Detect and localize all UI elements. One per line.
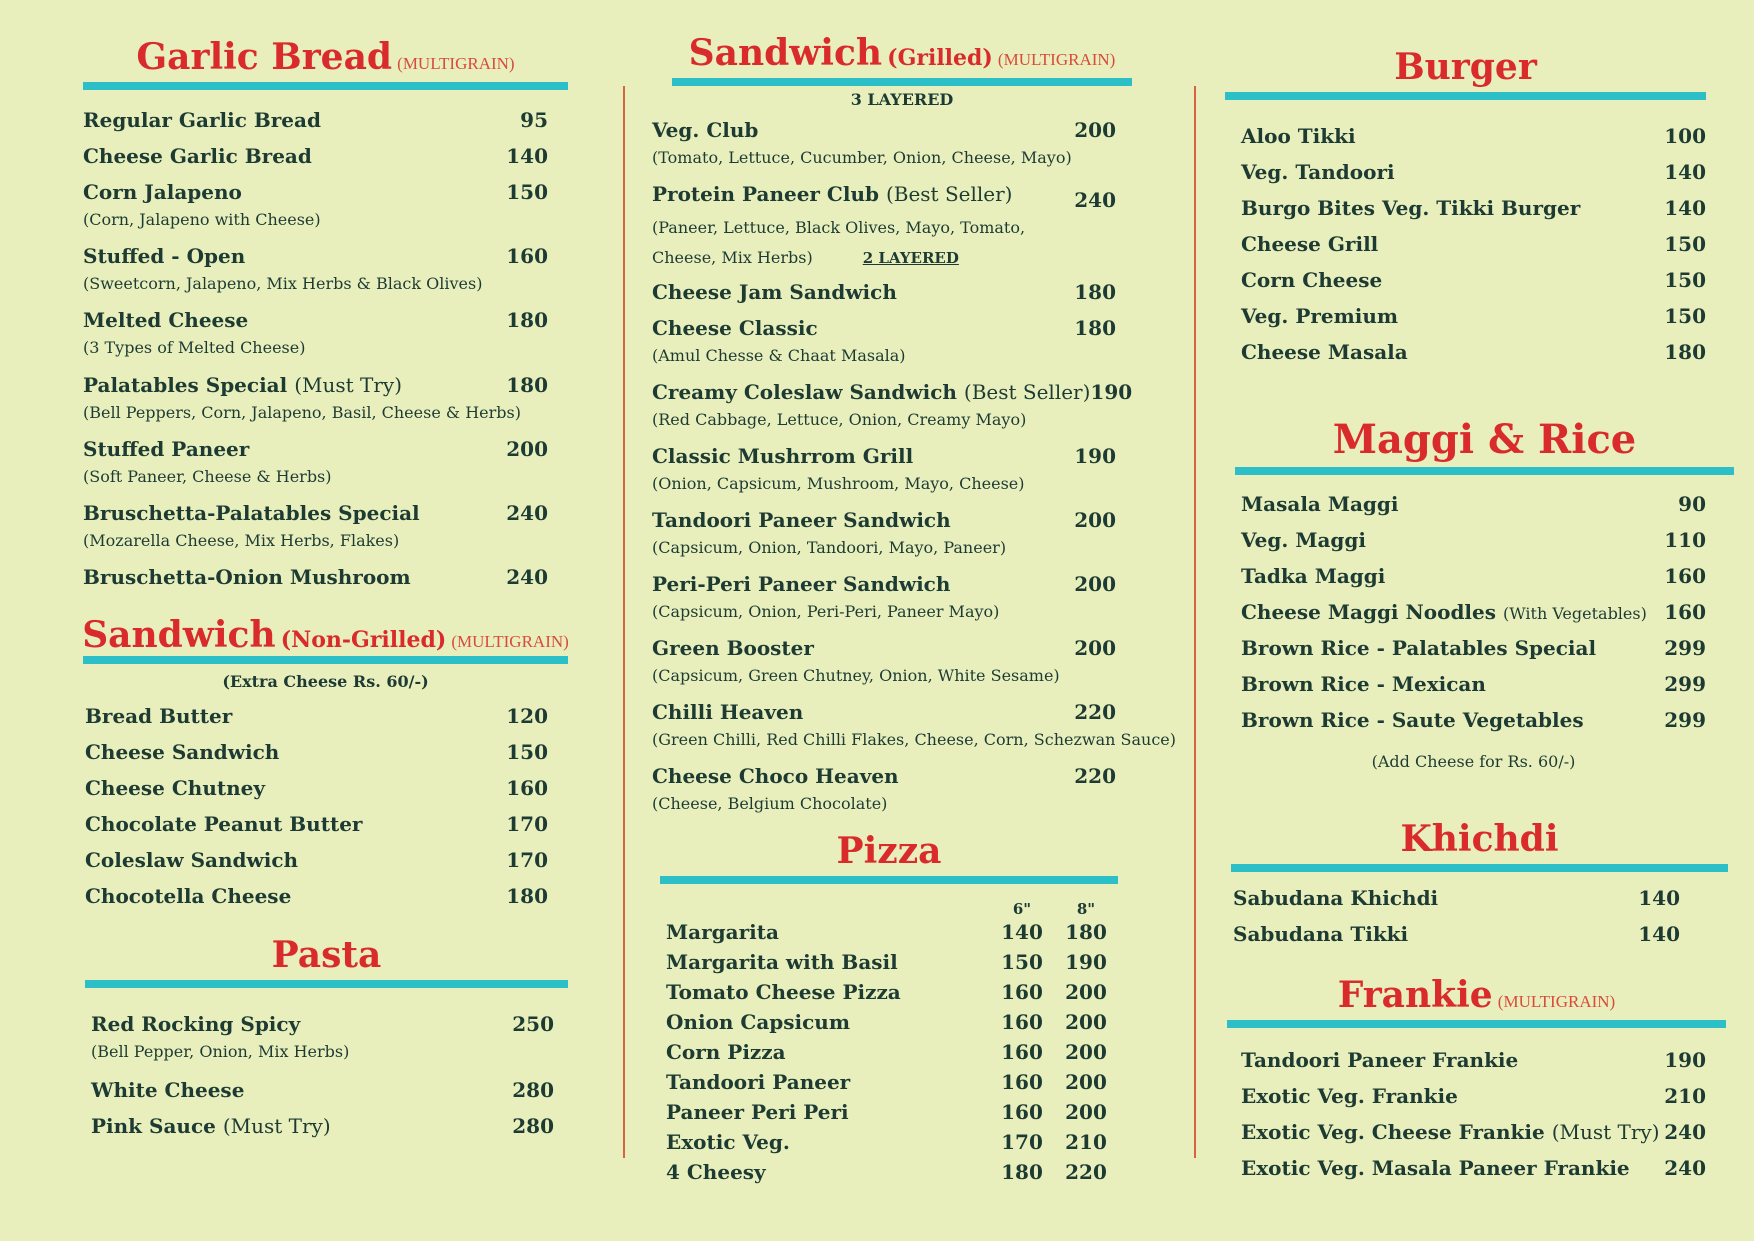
section-underline — [1227, 1020, 1726, 1028]
item-description-cont: Cheese, Mix Herbs) — [652, 248, 813, 267]
menu-item — [652, 280, 1116, 304]
item-price: 180 — [1664, 340, 1706, 364]
price-6: 140 — [1001, 920, 1043, 944]
item-price: 180 — [1074, 280, 1116, 304]
item-note: (With Vegetables) — [1502, 604, 1647, 623]
item-price: 299 — [1664, 636, 1706, 660]
section-tag: (MULTIGRAIN) — [451, 632, 569, 651]
item-name: Tandoori Paneer Sandwich — [652, 508, 951, 532]
menu-item — [652, 182, 1116, 267]
section-note-2-layered: 2 LAYERED — [862, 249, 959, 267]
item-price: 240 — [506, 501, 548, 525]
item-price: 200 — [1074, 118, 1116, 142]
item-name: Brown Rice - Saute Vegetables — [1241, 708, 1584, 732]
item-name: White Cheese — [91, 1078, 245, 1102]
item-price: 220 — [1074, 700, 1116, 724]
section-note-3-layered: 3 LAYERED — [850, 90, 954, 109]
item-description: (Capsicum, Onion, Tandoori, Mayo, Paneer) — [652, 538, 1007, 557]
item-name: Burgo Bites Veg. Tikki Burger — [1241, 196, 1581, 220]
item-name: Exotic Veg. Frankie — [1241, 1084, 1458, 1108]
item-price: 170 — [506, 812, 548, 836]
item-price: 220 — [1074, 764, 1116, 788]
menu-item — [652, 316, 1116, 365]
maggi-rice-header — [1235, 416, 1734, 463]
item-price: 110 — [1664, 528, 1706, 552]
item-name: Bruschetta-Palatables Special — [83, 501, 420, 525]
menu-item — [652, 700, 1176, 749]
menu-item — [1241, 1084, 1706, 1108]
item-name: Corn Cheese — [1241, 268, 1383, 292]
column-divider-left — [623, 86, 625, 1158]
item-price: 190 — [1074, 444, 1116, 468]
menu-item — [91, 1114, 554, 1138]
item-name: Chilli Heaven — [652, 700, 804, 724]
item-price: 120 — [506, 704, 548, 728]
garlic-bread-header — [83, 36, 568, 78]
item-price: 95 — [520, 108, 548, 132]
item-price: 140 — [506, 144, 548, 168]
section-title: Garlic Bread — [136, 36, 393, 78]
section-tag: (MULTIGRAIN) — [397, 54, 515, 73]
item-name: Chocolate Peanut Butter — [85, 812, 363, 836]
item-name: Margarita — [666, 920, 779, 944]
burger-section — [1225, 46, 1706, 100]
item-name: Regular Garlic Bread — [83, 108, 321, 132]
pizza-list — [666, 900, 1118, 1184]
menu-item — [83, 108, 548, 132]
item-description: (Bell Peppers, Corn, Jalapeno, Basil, Cheese & Herbs) — [83, 403, 521, 422]
menu-item — [1241, 1048, 1706, 1072]
price-8: 210 — [1065, 1130, 1107, 1154]
menu-item — [85, 776, 548, 800]
section-title: Khichdi — [1400, 818, 1559, 860]
burger-header — [1225, 46, 1706, 88]
menu-item — [1241, 636, 1706, 660]
menu-item — [1241, 672, 1706, 696]
pizza-size-header — [666, 900, 1118, 918]
item-price: 200 — [1074, 636, 1116, 660]
menu-item — [1241, 340, 1706, 364]
item-price: 170 — [506, 848, 548, 872]
pizza-size-6: 6" — [1012, 900, 1032, 918]
pizza-row — [666, 950, 1118, 974]
pizza-row — [666, 920, 1118, 944]
menu-item — [91, 1012, 554, 1061]
menu-item — [83, 244, 548, 293]
section-title: Maggi & Rice — [1332, 416, 1637, 463]
item-name: Bread Butter — [85, 704, 233, 728]
menu-item — [91, 1078, 554, 1102]
item-price: 160 — [1664, 564, 1706, 588]
item-name: Pink Sauce — [91, 1114, 216, 1138]
item-name: Exotic Veg. Cheese Frankie — [1241, 1120, 1545, 1144]
section-underline — [1225, 92, 1706, 100]
menu-item — [652, 764, 1116, 813]
item-description: (3 Types of Melted Cheese) — [83, 338, 306, 357]
item-price: 200 — [1074, 508, 1116, 532]
item-name: Sabudana Khichdi — [1233, 886, 1439, 910]
frankie-header — [1227, 974, 1726, 1016]
item-price: 150 — [506, 180, 548, 204]
item-price: 299 — [1664, 672, 1706, 696]
item-price: 100 — [1664, 124, 1706, 148]
item-description: (Amul Chesse & Chaat Masala) — [652, 346, 906, 365]
pizza-row — [666, 1130, 1118, 1154]
item-price: 200 — [1074, 572, 1116, 596]
item-name: Paneer Peri Peri — [666, 1100, 849, 1124]
column-middle — [652, 0, 1176, 1241]
item-price: 140 — [1638, 886, 1680, 910]
section-title: Sandwich — [688, 32, 883, 74]
menu-item — [83, 565, 548, 589]
item-name: Exotic Veg. — [666, 1130, 790, 1154]
item-name: Cheese Maggi Noodles — [1241, 600, 1497, 624]
khichdi-header — [1231, 818, 1728, 860]
menu-item — [1241, 564, 1706, 588]
item-name: Exotic Veg. Masala Paneer Frankie — [1241, 1156, 1630, 1180]
sandwich-grilled-section — [672, 32, 1132, 109]
section-underline — [1231, 864, 1728, 872]
item-price: 180 — [506, 884, 548, 908]
price-8: 180 — [1065, 920, 1107, 944]
section-underline — [83, 82, 568, 90]
section-title: Pasta — [271, 934, 382, 976]
price-6: 170 — [1001, 1130, 1043, 1154]
section-note: (Add Cheese for Rs. 60/-) — [1371, 752, 1576, 771]
item-price: 140 — [1664, 160, 1706, 184]
sandwich-nongrilled-underline-wrap — [83, 652, 568, 691]
item-price: 180 — [1074, 316, 1116, 340]
item-price: 240 — [1664, 1120, 1706, 1144]
section-underline — [1235, 467, 1734, 475]
section-underline — [660, 876, 1118, 884]
item-name: Onion Capsicum — [666, 1010, 851, 1034]
menu-item — [652, 118, 1116, 167]
item-price: 160 — [506, 244, 548, 268]
item-name: Cheese Grill — [1241, 232, 1379, 256]
price-8: 220 — [1065, 1160, 1107, 1184]
item-name: Classic Mushrrom Grill — [652, 444, 914, 468]
item-name: Creamy Coleslaw Sandwich — [652, 380, 957, 404]
price-8: 200 — [1065, 1070, 1107, 1094]
garlic-bread-section — [83, 36, 568, 90]
item-name: Cheese Sandwich — [85, 740, 280, 764]
item-name: Green Booster — [652, 636, 814, 660]
item-price: 200 — [506, 437, 548, 461]
item-price: 150 — [1664, 232, 1706, 256]
item-name: Corn Jalapeno — [83, 180, 242, 204]
item-name: Veg. Premium — [1241, 304, 1399, 328]
column-left — [83, 0, 568, 1241]
price-6: 160 — [1001, 1010, 1043, 1034]
item-description: (Mozarella Cheese, Mix Herbs, Flakes) — [83, 531, 400, 550]
item-name: Tandoori Paneer — [666, 1070, 851, 1094]
item-description: (Green Chilli, Red Chilli Flakes, Cheese, Corn, Schezwan Sauce) — [652, 730, 1176, 749]
pizza-header — [660, 830, 1118, 872]
section-tag: (MULTIGRAIN) — [997, 50, 1116, 69]
item-price: 240 — [1074, 188, 1116, 212]
item-description: (Onion, Capsicum, Mushroom, Mayo, Cheese) — [652, 474, 1025, 493]
price-6: 160 — [1001, 1040, 1043, 1064]
item-price: 180 — [506, 373, 548, 397]
item-price: 280 — [512, 1078, 554, 1102]
item-name: Sabudana Tikki — [1233, 922, 1409, 946]
pasta-section — [85, 934, 568, 988]
item-price: 150 — [506, 740, 548, 764]
item-name: Peri-Peri Paneer Sandwich — [652, 572, 951, 596]
price-8: 200 — [1065, 980, 1107, 1004]
menu-item — [1241, 528, 1706, 552]
item-name: Tomato Cheese Pizza — [666, 980, 901, 1004]
item-price: 210 — [1664, 1084, 1706, 1108]
item-price: 190 — [1090, 380, 1133, 404]
pizza-row — [666, 1070, 1118, 1094]
item-name: Cheese Garlic Bread — [83, 144, 312, 168]
item-name: Bruschetta-Onion Mushroom — [83, 565, 411, 589]
menu-item — [652, 508, 1116, 557]
menu-item — [85, 704, 548, 728]
item-price: 160 — [506, 776, 548, 800]
item-note: (Must Try) — [294, 373, 403, 397]
item-description: (Corn, Jalapeno with Cheese) — [83, 210, 321, 229]
price-8: 200 — [1065, 1040, 1107, 1064]
price-8: 190 — [1065, 950, 1107, 974]
item-name: Cheese Choco Heaven — [652, 764, 899, 788]
item-price: 180 — [506, 308, 548, 332]
item-price: 250 — [512, 1012, 554, 1036]
section-subtitle: (Non-Grilled) — [280, 627, 447, 653]
menu-item — [1233, 886, 1680, 910]
item-name: Tadka Maggi — [1241, 564, 1386, 588]
menu-item — [652, 444, 1116, 493]
item-name: Red Rocking Spicy — [91, 1012, 301, 1036]
menu-item — [1241, 124, 1706, 148]
menu-item — [1241, 196, 1706, 220]
price-6: 160 — [1001, 1100, 1043, 1124]
pizza-row — [666, 1040, 1118, 1064]
item-name: Brown Rice - Mexican — [1241, 672, 1486, 696]
item-description: (Bell Pepper, Onion, Mix Herbs) — [91, 1042, 350, 1061]
frankie-section — [1227, 974, 1726, 1028]
item-name: Tandoori Paneer Frankie — [1241, 1048, 1519, 1072]
pasta-header — [85, 934, 568, 976]
item-note: (Must Try) — [1551, 1120, 1660, 1144]
item-name: Masala Maggi — [1241, 492, 1399, 516]
menu-item — [1241, 160, 1706, 184]
menu-item — [1241, 708, 1706, 732]
item-price: 240 — [1664, 1156, 1706, 1180]
maggi-rice-section — [1235, 416, 1734, 475]
item-note: (Best Seller) — [885, 182, 1013, 206]
section-title: Burger — [1394, 46, 1537, 88]
item-name: Corn Pizza — [666, 1040, 786, 1064]
item-note: (Must Try) — [222, 1114, 331, 1138]
item-description: (Sweetcorn, Jalapeno, Mix Herbs & Black Olives) — [83, 274, 483, 293]
sandwich-nongrilled-section — [75, 614, 576, 656]
item-description: (Paneer, Lettuce, Black Olives, Mayo, Tomato, — [652, 218, 1026, 237]
item-name: Stuffed Paneer — [83, 437, 250, 461]
menu-item — [1241, 1120, 1706, 1144]
section-note: (Extra Cheese Rs. 60/-) — [222, 672, 429, 691]
menu-item — [652, 380, 1133, 429]
menu-item — [83, 180, 548, 229]
item-name: Veg. Tandoori — [1241, 160, 1395, 184]
item-name: Cheese Masala — [1241, 340, 1408, 364]
menu-item — [1241, 232, 1706, 256]
item-name: Veg. Club — [652, 118, 759, 142]
item-name: Stuffed - Open — [83, 244, 246, 268]
column-right — [1225, 0, 1720, 1241]
menu-item — [1241, 600, 1706, 624]
menu-item — [652, 572, 1116, 621]
item-name: Margarita with Basil — [666, 950, 898, 974]
item-description: (Capsicum, Onion, Peri-Peri, Paneer Mayo) — [652, 602, 1000, 621]
item-description: (Capsicum, Green Chutney, Onion, White Sesame) — [652, 666, 1060, 685]
item-description: (Cheese, Belgium Chocolate) — [652, 794, 888, 813]
price-6: 150 — [1001, 950, 1043, 974]
item-name: Aloo Tikki — [1241, 124, 1356, 148]
item-name: Palatables Special — [83, 373, 288, 397]
item-price: 140 — [1638, 922, 1680, 946]
khichdi-section — [1231, 818, 1728, 872]
item-description: (Tomato, Lettuce, Cucumber, Onion, Cheese, Mayo) — [652, 148, 1072, 167]
item-description: (Soft Paneer, Cheese & Herbs) — [83, 467, 332, 486]
item-name: Melted Cheese — [83, 308, 249, 332]
menu-item — [85, 884, 548, 908]
item-name: Cheese Classic — [652, 316, 818, 340]
item-price: 240 — [506, 565, 548, 589]
price-6: 160 — [1001, 980, 1043, 1004]
section-title: Frankie — [1337, 974, 1493, 1016]
item-name: 4 Cheesy — [666, 1160, 766, 1184]
menu-item — [1241, 268, 1706, 292]
section-underline — [83, 656, 568, 664]
menu-item — [1241, 304, 1706, 328]
item-name: Coleslaw Sandwich — [85, 848, 299, 872]
item-note: (Best Seller) — [963, 380, 1091, 404]
section-title: Sandwich — [82, 614, 276, 656]
section-underline — [672, 78, 1132, 86]
menu-item — [85, 848, 548, 872]
price-6: 160 — [1001, 1070, 1043, 1094]
price-6: 180 — [1001, 1160, 1043, 1184]
sandwich-nongrilled-header — [75, 614, 576, 656]
item-price: 280 — [512, 1114, 554, 1138]
menu-item — [83, 308, 548, 357]
menu-item — [83, 373, 548, 422]
item-name: Chocotella Cheese — [85, 884, 292, 908]
menu-item — [652, 636, 1116, 685]
pizza-row — [666, 1160, 1118, 1184]
item-name: Veg. Maggi — [1241, 528, 1366, 552]
menu-item — [83, 437, 548, 486]
item-price: 299 — [1664, 708, 1706, 732]
item-price: 190 — [1664, 1048, 1706, 1072]
section-underline — [85, 980, 568, 988]
menu-item — [1233, 922, 1680, 946]
pizza-row — [666, 1100, 1118, 1124]
item-price: 140 — [1664, 196, 1706, 220]
item-name: Cheese Chutney — [85, 776, 265, 800]
menu-item — [83, 144, 548, 168]
item-name: Brown Rice - Palatables Special — [1241, 636, 1597, 660]
menu-item — [1241, 1156, 1706, 1180]
item-name: Protein Paneer Club — [652, 182, 879, 206]
price-8: 200 — [1065, 1010, 1107, 1034]
pizza-row — [666, 1010, 1118, 1034]
item-name: Cheese Jam Sandwich — [652, 280, 897, 304]
item-price: 90 — [1678, 492, 1706, 516]
menu-item — [85, 812, 548, 836]
pizza-size-8: 8" — [1076, 900, 1096, 918]
section-subtitle: (Grilled) — [887, 45, 993, 71]
price-8: 200 — [1065, 1100, 1107, 1124]
item-price: 150 — [1664, 268, 1706, 292]
pizza-section — [660, 830, 1118, 884]
menu-item — [83, 501, 548, 550]
sandwich-grilled-header — [672, 32, 1132, 74]
column-divider-right — [1194, 86, 1196, 1158]
pizza-row — [666, 980, 1118, 1004]
item-price: 160 — [1664, 600, 1706, 624]
item-description: (Red Cabbage, Lettuce, Onion, Creamy Mayo) — [652, 410, 1027, 429]
menu-item — [85, 740, 548, 764]
section-tag: (MULTIGRAIN) — [1497, 992, 1616, 1011]
menu-item — [1241, 492, 1706, 516]
section-title: Pizza — [836, 830, 942, 872]
item-price: 150 — [1664, 304, 1706, 328]
